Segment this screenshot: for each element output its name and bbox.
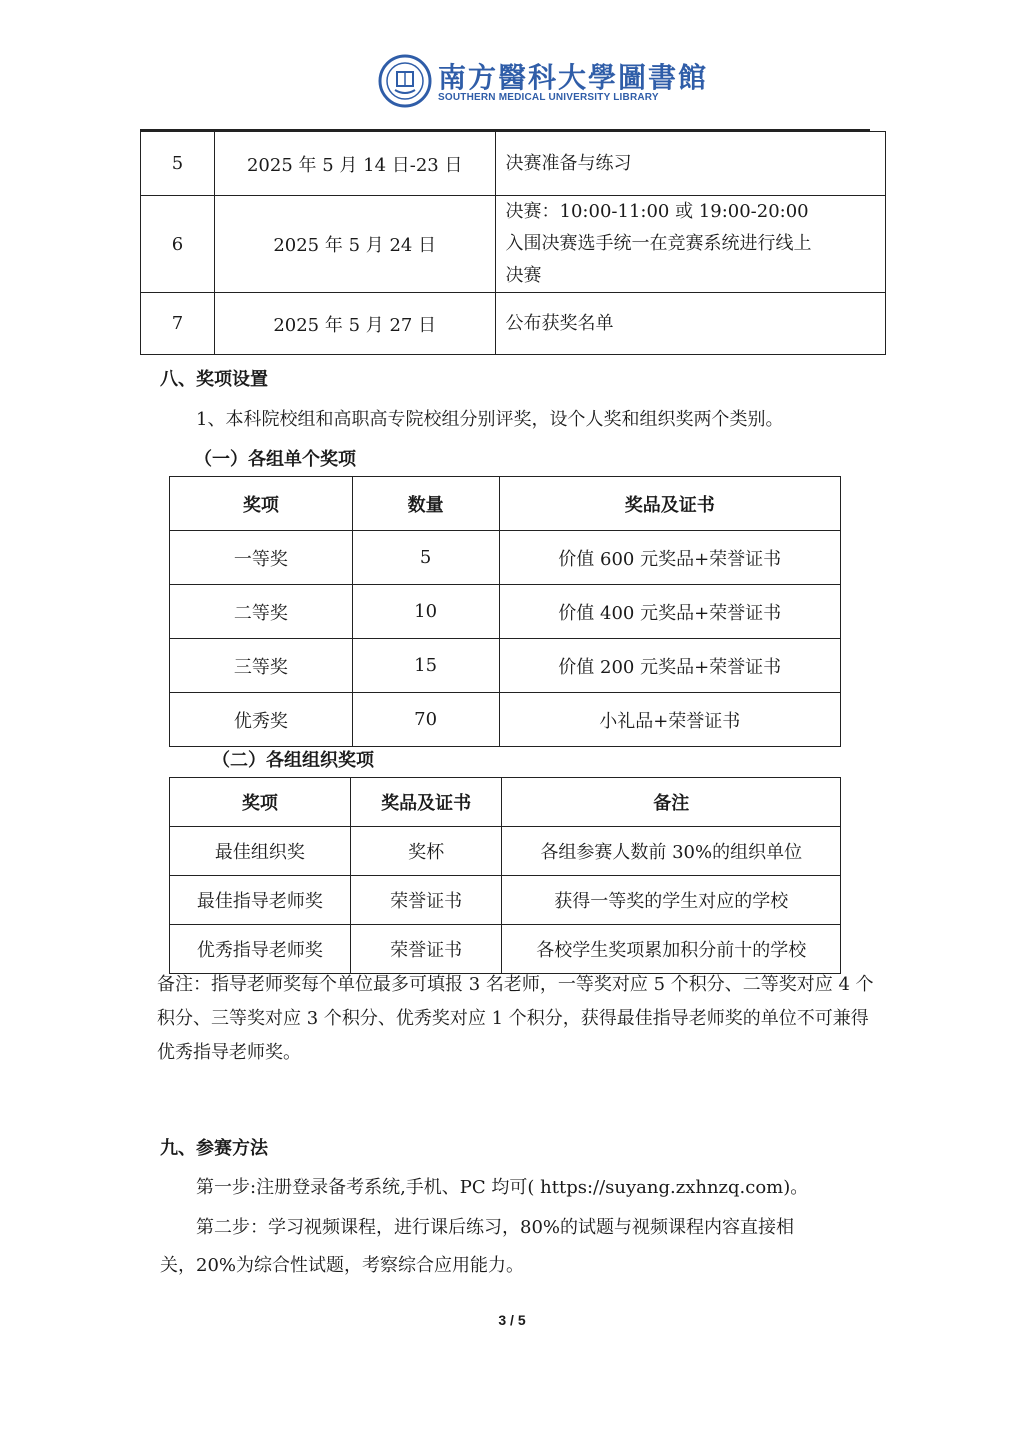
schedule-content: 决赛准备与练习 <box>495 132 885 196</box>
page-number: 3 / 5 <box>498 1312 526 1328</box>
award-count: 10 <box>352 585 499 639</box>
award-prize: 价值 600 元奖品+荣誉证书 <box>499 531 841 585</box>
library-name-en: SOUTHERN MEDICAL UNIVERSITY LIBRARY <box>438 92 659 103</box>
table-header-row <box>170 778 841 827</box>
column-header: 奖品及证书 <box>350 778 502 827</box>
award-name: 一等奖 <box>170 531 353 585</box>
column-header: 奖项 <box>170 778 351 827</box>
step-two-line1: 第二步：学习视频课程，进行课后练习，80%的试题与视频课程内容直接相 <box>196 1217 795 1238</box>
award-name: 二等奖 <box>170 585 353 639</box>
library-name-cn: 南方醫科大學圖書館 <box>438 61 709 94</box>
table-row <box>170 585 841 639</box>
award-prize: 奖杯 <box>350 827 502 876</box>
table-row <box>170 693 841 747</box>
schedule-no: 6 <box>141 196 215 293</box>
table-row <box>170 827 841 876</box>
award-name: 优秀指导老师奖 <box>170 925 351 974</box>
schedule-content: 决赛：10:00-11:00 或 19:00-20:00 入围决赛选手统一在竞赛系统进行线上 决赛 <box>495 196 885 293</box>
award-prize: 价值 400 元奖品+荣誉证书 <box>499 585 841 639</box>
award-prize: 小礼品+荣誉证书 <box>499 693 841 747</box>
subsection-individual-awards: （一）各组单个奖项 <box>194 449 356 470</box>
section-title-awards: 八、奖项设置 <box>160 369 268 390</box>
individual-awards-table <box>169 476 841 747</box>
table-row <box>170 925 841 974</box>
award-prize: 荣誉证书 <box>350 876 502 925</box>
table-row <box>170 531 841 585</box>
schedule-no: 5 <box>141 132 215 196</box>
column-header: 数量 <box>352 477 499 531</box>
university-seal-icon <box>378 54 432 108</box>
schedule-date: 2025 年 5 月 27 日 <box>214 293 495 355</box>
table-header-row <box>170 477 841 531</box>
schedule-content: 公布获奖名单 <box>495 293 885 355</box>
schedule-date: 2025 年 5 月 24 日 <box>214 196 495 293</box>
award-remark: 各组参赛人数前 30%的组织单位 <box>502 827 841 876</box>
award-remark: 获得一等奖的学生对应的学校 <box>502 876 841 925</box>
award-name: 最佳指导老师奖 <box>170 876 351 925</box>
award-prize: 价值 200 元奖品+荣誉证书 <box>499 639 841 693</box>
awards-intro: 1、本科院校组和高职高专院校组分别评奖，设个人奖和组织奖两个类别。 <box>196 409 784 430</box>
column-header: 备注 <box>502 778 841 827</box>
table-row <box>141 196 886 293</box>
table-row <box>170 876 841 925</box>
award-count: 70 <box>352 693 499 747</box>
award-prize: 荣誉证书 <box>350 925 502 974</box>
award-name: 优秀奖 <box>170 693 353 747</box>
award-count: 15 <box>352 639 499 693</box>
step-two-line2: 关，20%为综合性试题，考察综合应用能力。 <box>160 1255 525 1276</box>
subsection-organization-awards: （二）各组组织奖项 <box>212 750 374 771</box>
awards-note: 备注：指导老师奖每个单位最多可填报 3 名老师，一等奖对应 5 个积分、二等奖对应 4 个积分、三等奖对应 3 个积分、优秀奖对应 1 个积分，获得最佳指导老师奖的单位不可兼得优秀指导老师奖。 <box>157 974 874 1063</box>
table-row <box>170 639 841 693</box>
step-one: 第一步:注册登录备考系统,手机、PC 均可( https://suyang.zxhnzq.com)。 <box>196 1177 809 1198</box>
schedule-date: 2025 年 5 月 14 日-23 日 <box>214 132 495 196</box>
column-header: 奖品及证书 <box>499 477 841 531</box>
column-header: 奖项 <box>170 477 353 531</box>
library-header <box>372 50 709 116</box>
schedule-no: 7 <box>141 293 215 355</box>
schedule-table <box>140 131 886 355</box>
organization-awards-table <box>169 777 841 974</box>
award-name: 三等奖 <box>170 639 353 693</box>
award-remark: 各校学生奖项累加积分前十的学校 <box>502 925 841 974</box>
award-name: 最佳组织奖 <box>170 827 351 876</box>
section-title-participation: 九、参赛方法 <box>160 1138 268 1159</box>
award-count: 5 <box>352 531 499 585</box>
table-row <box>141 132 886 196</box>
table-row <box>141 293 886 355</box>
